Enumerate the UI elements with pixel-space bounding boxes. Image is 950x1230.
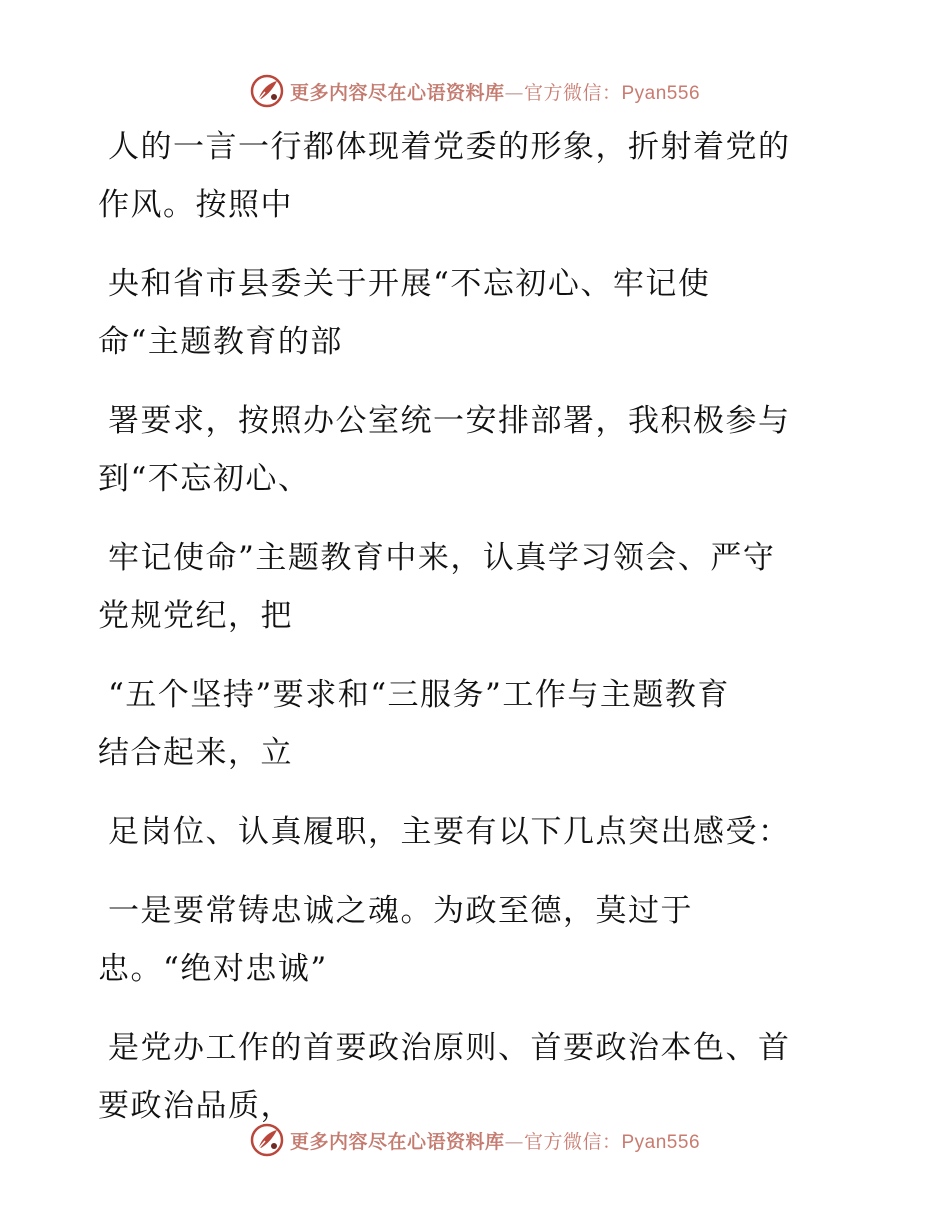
text-line: 牢记使命”主题教育中来，认真学习领会、严守 [108,540,776,576]
text-line: 一是要常铸忠诚之魂。为政至德，莫过于 [108,893,693,929]
watermark-text [290,78,700,105]
text-line: 署要求，按照办公室统一安排部署，我积极参与 [108,403,791,439]
text-line: 人的一言一行都体现着党委的形象，折射着党的 [108,129,791,165]
header-watermark [0,71,950,111]
footer-watermark [0,1120,950,1160]
text-line: 足岗位、认真履职，主要有以下几点突出感受： [108,814,791,850]
paragraph [98,666,838,782]
text-line: 作风。按照中 [98,187,293,223]
paragraph [98,255,838,371]
text-line: 忠。“绝对忠诚” [98,951,328,987]
quill-logo-icon [250,74,284,108]
paragraph [98,529,838,645]
watermark-dash: — [504,1130,524,1153]
quill-logo-icon [250,1123,284,1157]
watermark-contact-label: 官方微信： [523,1130,622,1153]
watermark-main-text: 更多内容尽在心语资料库 [289,1130,505,1153]
paragraph [98,118,838,234]
paragraph [98,882,838,998]
watermark-handle: Pyan556 [621,82,701,104]
watermark-main-text: 更多内容尽在心语资料库 [289,81,505,104]
text-line: 到“不忘初心、 [98,461,311,497]
watermark-handle: Pyan556 [621,1131,701,1153]
watermark-contact-label: 官方微信： [523,81,622,104]
paragraph [98,1019,838,1135]
watermark-text [290,1127,700,1154]
text-line: 要政治品质， [98,1088,293,1124]
text-line: 结合起来，立 [98,735,293,771]
text-line: 央和省市县委关于开展“不忘初心、牢记使 [108,266,711,302]
document-body [98,118,838,1156]
paragraph [98,392,838,508]
text-line: 命“主题教育的部 [98,324,343,360]
text-line: 党规党纪，把 [98,598,293,634]
text-line: 是党办工作的首要政治原则、首要政治本色、首 [108,1030,791,1066]
watermark-dash: — [504,81,524,104]
text-line: “五个坚持”要求和“三服务”工作与主题教育 [108,677,730,713]
paragraph [98,803,838,861]
